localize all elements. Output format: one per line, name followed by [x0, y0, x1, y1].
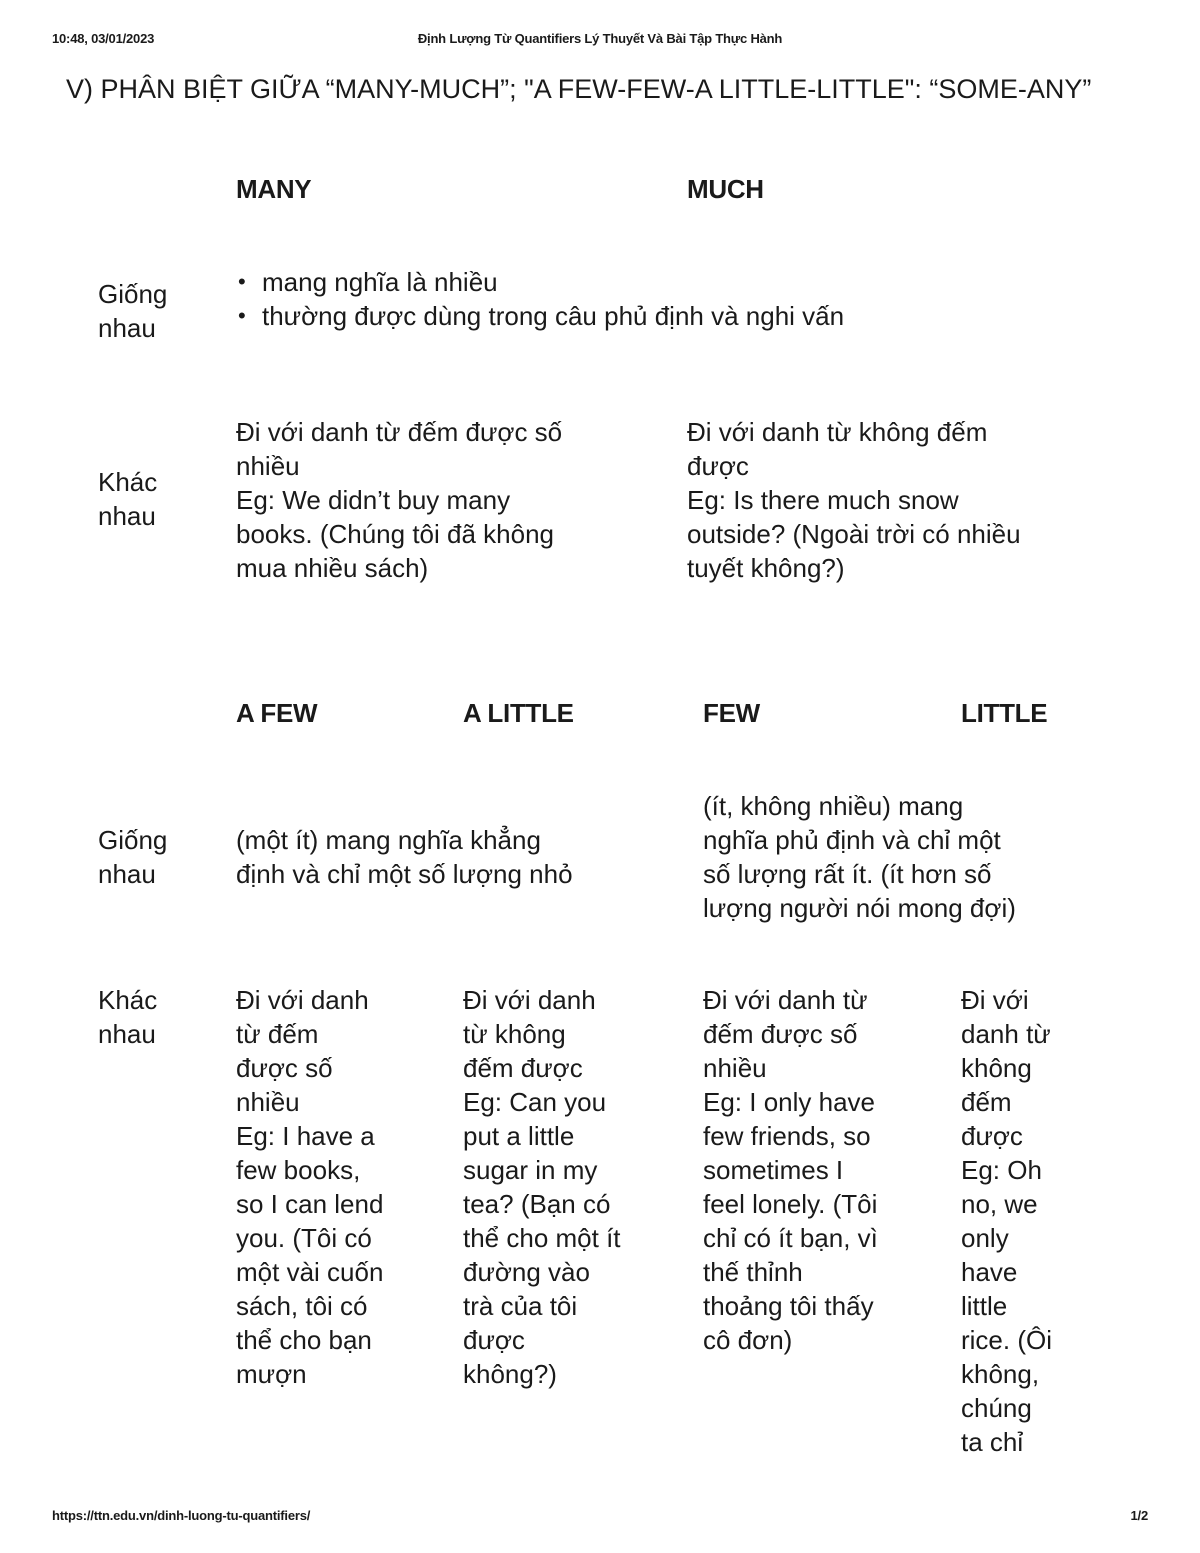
col-header-few: FEW	[703, 698, 760, 728]
col-header-a-few: A FEW	[236, 698, 318, 728]
row-label-similar: Giống nhau	[98, 825, 168, 889]
a-little-diff-cell: Đi với danh từ không đếm được Eg: Can you put a little sugar in my tea? (Bạn có thể cho một ít đường vào trà của tôi được không?)	[463, 985, 621, 1389]
few-diff-cell: Đi với danh từ đếm được số nhiều Eg: I only have few friends, so sometimes I feel lonely. (Tôi chỉ có ít bạn, vì thế thỉnh thoảng tôi thấy cô đơn)	[703, 985, 878, 1355]
col-header-many: MANY	[236, 174, 312, 204]
row-label-similar: Giống nhau	[98, 279, 168, 343]
footer-url[interactable]: https://ttn.edu.vn/dinh-luong-tu-quantifiers/	[52, 1508, 311, 1523]
similar-point: • thường được dùng trong câu phủ định và nghi vấn	[236, 299, 844, 333]
page-number: 1/2	[1130, 1508, 1148, 1523]
col-header-little: LITTLE	[961, 698, 1048, 728]
col-header-a-little: A LITTLE	[463, 698, 574, 728]
similar-point: • mang nghĩa là nhiều	[236, 265, 844, 299]
many-diff-cell: Đi với danh từ đếm được số nhiều Eg: We didn’t buy many books. (Chúng tôi đã không mua nhiều sách)	[236, 417, 563, 583]
a-few-diff-cell: Đi với danh từ đếm được số nhiều Eg: I have a few books, so I can lend you. (Tôi có một vài cuốn sách, tôi có thể cho bạn mượn	[236, 985, 384, 1389]
col-header-much: MUCH	[687, 174, 764, 204]
similar-negative-cell: (ít, không nhiều) mang nghĩa phủ định và chỉ một số lượng rất ít. (ít hơn số lượng người nói mong đợi)	[703, 791, 1016, 923]
similar-positive-cell: (một ít) mang nghĩa khẳng định và chỉ một số lượng nhỏ	[236, 825, 573, 889]
row-label-different: Khác nhau	[98, 985, 158, 1049]
print-doc-title: Định Lượng Từ Quantifiers Lý Thuyết Và Bài Tập Thực Hành	[417, 31, 783, 46]
similar-points-list	[236, 265, 844, 333]
section-title: V) PHÂN BIỆT GIỮA “MANY-MUCH”; "A FEW-FEW-A LITTLE-LITTLE": “SOME-ANY”	[66, 74, 1092, 104]
print-datetime: 10:48, 03/01/2023	[52, 31, 155, 46]
little-diff-cell: Đi với danh từ không đếm được Eg: Oh no, we only have little rice. (Ôi không, chúng ta chỉ	[961, 985, 1052, 1457]
much-diff-cell: Đi với danh từ không đếm được Eg: Is there much snow outside? (Ngoài trời có nhiều tuyết không?)	[687, 417, 1021, 583]
row-label-different: Khác nhau	[98, 467, 158, 531]
